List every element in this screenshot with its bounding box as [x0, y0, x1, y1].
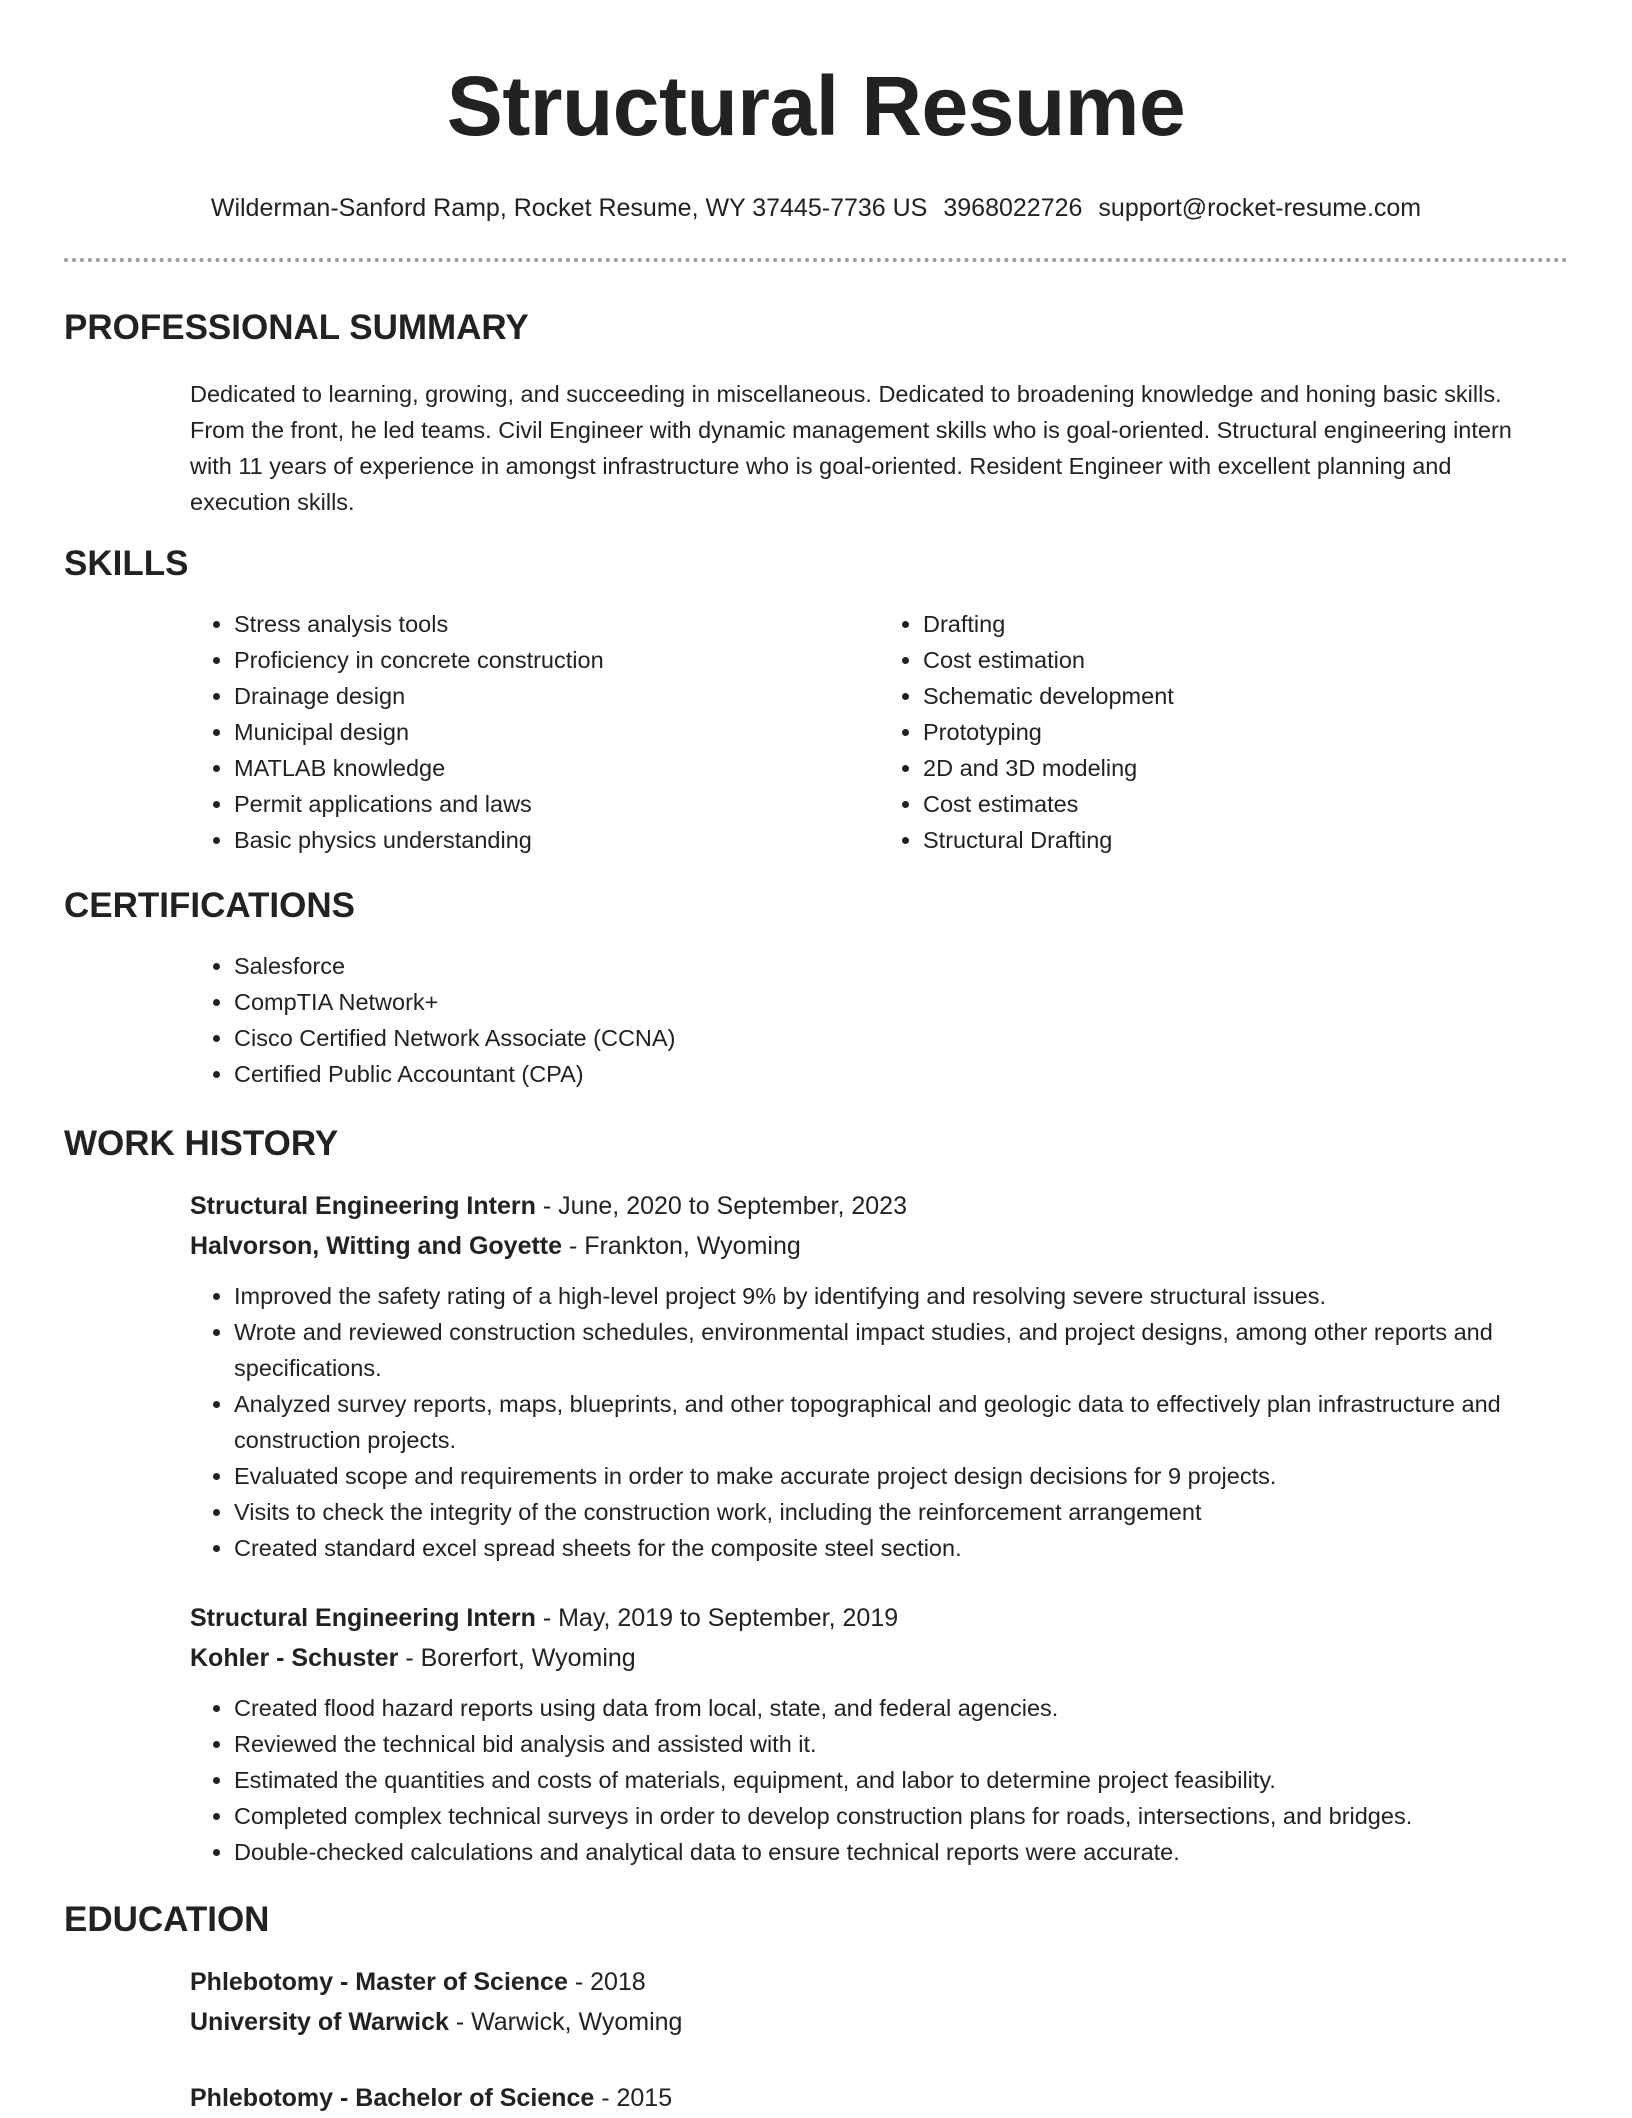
list-item: • Salesforce [234, 948, 1568, 984]
job-dates: - June, 2020 to September, 2023 [535, 1192, 907, 1220]
education-degree-line [190, 2078, 1568, 2118]
list-item: • Certified Public Accountant (CPA) [234, 1056, 1568, 1092]
list-item: • Analyzed survey reports, maps, blueprints, and other topographical and geologic data to effectively plan infrastructure and construction projects. [234, 1386, 1568, 1458]
list-item: • MATLAB knowledge [234, 750, 879, 786]
list-item: • Completed complex technical surveys in order to develop construction plans for roads, intersections, and bridges. [234, 1798, 1568, 1834]
list-item: • Drainage design [234, 678, 879, 714]
job-entry [190, 1598, 1568, 1870]
list-item: • 2D and 3D modeling [923, 750, 1568, 786]
work-history-heading: WORK HISTORY [64, 1124, 339, 1163]
contact-phone: 3968022726 [943, 194, 1083, 222]
education-entry [190, 1962, 1568, 2042]
list-item: • Reviewed the technical bid analysis and assisted with it. [234, 1726, 1568, 1762]
education-school-line [190, 2002, 1568, 2042]
summary-text: Dedicated to learning, growing, and succeeding in miscellaneous. Dedicated to broadening knowledge and honing basic skills. From the front, he led teams. Civil Engineer with dynamic management skills who is goal-oriented. Structural engineering intern with 11 years of experience in amongst infrastructure who is goal-oriented. Resident Engineer with excellent planning and execution skills. [190, 381, 1512, 515]
education-degree: Phlebotomy - Bachelor of Science [190, 2084, 595, 2112]
contact-email: support@rocket-resume.com [1098, 194, 1422, 222]
list-item: • Cost estimates [923, 786, 1568, 822]
list-item: • Proficiency in concrete construction [234, 642, 879, 678]
education-school: University of Warwick [190, 2008, 449, 2036]
education-entry [190, 2078, 1568, 2118]
list-item: • Evaluated scope and requirements in order to make accurate project design decisions for 9 projects. [234, 1458, 1568, 1494]
contact-address: Wilderman-Sanford Ramp, Rocket Resume, WY 37445-7736 US [210, 194, 928, 222]
contact-line [64, 192, 1568, 224]
list-item: • CompTIA Network+ [234, 984, 1568, 1020]
list-item: • Structural Drafting [923, 822, 1568, 858]
list-item: • Created standard excel spread sheets for the composite steel section. [234, 1530, 1568, 1566]
list-item: • Basic physics understanding [234, 822, 879, 858]
job-company-line [190, 1638, 1568, 1678]
skills-list [190, 606, 1568, 858]
list-item: • Schematic development [923, 678, 1568, 714]
certifications-heading: CERTIFICATIONS [64, 886, 356, 925]
job-bullets [190, 1690, 1568, 1870]
job-company: Halvorson, Witting and Goyette [190, 1232, 563, 1260]
list-item: • Double-checked calculations and analytical data to ensure technical reports were accurate. [234, 1834, 1568, 1870]
list-item: • Municipal design [234, 714, 879, 750]
list-item: • Wrote and reviewed construction schedules, environmental impact studies, and project designs, among other reports and specifications. [234, 1314, 1568, 1386]
header-divider [64, 258, 1568, 262]
summary-heading: PROFESSIONAL SUMMARY [64, 308, 529, 347]
list-item: • Estimated the quantities and costs of materials, equipment, and labor to determine project feasibility. [234, 1762, 1568, 1798]
job-role: Structural Engineering Intern [190, 1604, 536, 1632]
education-year: - 2018 [567, 1968, 646, 1996]
job-title-line [190, 1598, 1568, 1638]
list-item: • Cost estimation [923, 642, 1568, 678]
job-role: Structural Engineering Intern [190, 1192, 536, 1220]
education-heading: EDUCATION [64, 1900, 270, 1939]
list-item: • Visits to check the integrity of the construction work, including the reinforcement arrangement [234, 1494, 1568, 1530]
skills-left-column [190, 606, 879, 858]
resume-title: Structural Resume [446, 59, 1186, 153]
list-item: • Drafting [923, 606, 1568, 642]
job-bullets [190, 1278, 1568, 1566]
job-title-line [190, 1186, 1568, 1226]
education-location: - Warwick, Wyoming [448, 2008, 683, 2036]
skills-heading: SKILLS [64, 544, 189, 583]
job-location: - Frankton, Wyoming [562, 1232, 801, 1260]
job-dates: - May, 2019 to September, 2019 [535, 1604, 899, 1632]
education-degree: Phlebotomy - Master of Science [190, 1968, 568, 1996]
job-company: Kohler - Schuster [190, 1644, 399, 1672]
list-item: • Stress analysis tools [234, 606, 879, 642]
education-degree-line [190, 1962, 1568, 2002]
skills-right-column [879, 606, 1568, 858]
list-item: • Prototyping [923, 714, 1568, 750]
list-item: • Permit applications and laws [234, 786, 879, 822]
certifications-list [190, 948, 1568, 1092]
list-item: • Cisco Certified Network Associate (CCNA) [234, 1020, 1568, 1056]
job-location: - Borerfort, Wyoming [398, 1644, 636, 1672]
job-company-line [190, 1226, 1568, 1266]
list-item: • Created flood hazard reports using data from local, state, and federal agencies. [234, 1690, 1568, 1726]
job-entry [190, 1186, 1568, 1566]
list-item: • Improved the safety rating of a high-level project 9% by identifying and resolving severe structural issues. [234, 1278, 1568, 1314]
education-year: - 2015 [594, 2084, 673, 2112]
